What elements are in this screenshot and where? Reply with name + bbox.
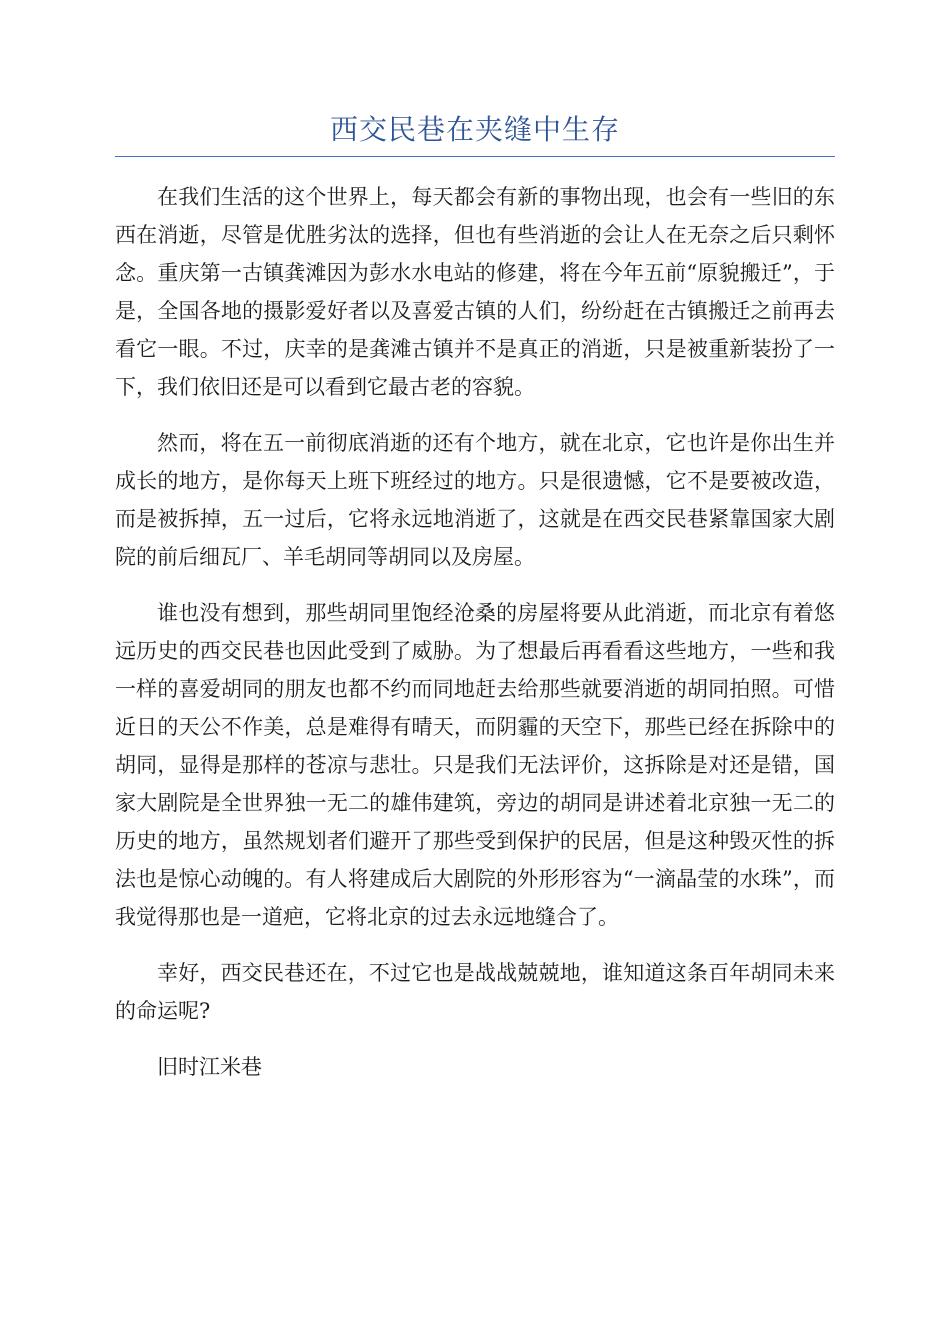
- page-title: 西交民巷在夹缝中生存: [329, 113, 620, 146]
- article-body: [115, 178, 835, 1086]
- paragraph: 幸好，西交民巷还在，不过它也是战战兢兢地，谁知道这条百年胡同未来的命运呢?: [115, 961, 835, 1023]
- author-signature: 旧时江米巷: [157, 1055, 262, 1079]
- paragraph: 然而，将在五一前彻底消逝的还有个地方，就在北京，它也许是你出生并成长的地方，是你每天上班下班经过的地方。只是很遗憾，它不是要被改造，而是被拆掉，五一过后，它将永远地消逝了，这就是在西交民巷紧靠国家大剧院的前后细瓦厂、羊毛胡同等胡同以及房屋。: [115, 431, 835, 569]
- paragraph: 谁也没有想到，那些胡同里饱经沧桑的房屋将要从此消逝，而北京有着悠远历史的西交民巷也因此受到了威胁。为了想最后再看看这些地方，一些和我一样的喜爱胡同的朋友也都不约而同地赶去给那些就要消逝的胡同拍照。可惜近日的天公不作美，总是难得有晴天，而阴霾的天空下，那些已经在拆除中的胡同，显得是那样的苍凉与悲壮。只是我们无法评价，这拆除是对还是错，国家大剧院是全世界独一无二的雄伟建筑，旁边的胡同是讲述着北京独一无二的历史的地方，虽然规划者们避开了那些受到保护的民居，但是这种毁灭性的拆法也是惊心动魄的。有人将建成后大剧院的外形形容为“一滴晶莹的水珠”，而我觉得那也是一道疤，它将北京的过去永远地缝合了。: [115, 601, 835, 929]
- paragraph: 在我们生活的这个世界上，每天都会有新的事物出现，也会有一些旧的东西在消逝，尽管是优胜劣汰的选择，但也有些消逝的会让人在无奈之后只剩怀念。重庆第一古镇龚滩因为彭水水电站的修建，将在今年五前“原貌搬迁”，于是，全国各地的摄影爱好者以及喜爱古镇的人们，纷纷赶在古镇搬迁之前再去看它一眼。不过，庆幸的是龚滩古镇并不是真正的消逝，只是被重新装扮了一下，我们依旧还是可以看到它最古老的容貌。: [115, 185, 835, 399]
- title-block: [115, 108, 835, 157]
